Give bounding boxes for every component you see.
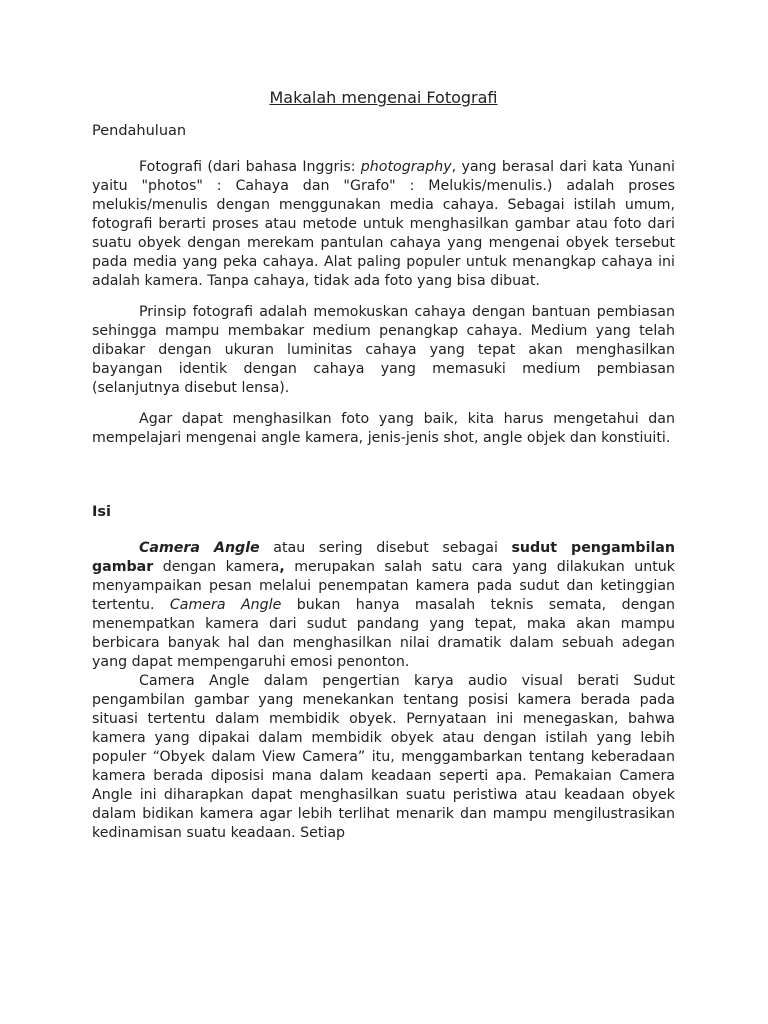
body-p1-text-d: dengan kamera	[153, 559, 280, 575]
body-p1-sudut-pengambilan-bold: sudut pengambilan gambar	[92, 540, 675, 575]
document-body	[92, 88, 675, 843]
intro-paragraph-3: Agar dapat menghasilkan foto yang baik, kita harus mengetahui dan mempelajari mengenai angle kamera, jenis-jenis shot, angle objek dan konstiuiti.	[92, 411, 675, 446]
intro-p1-italic-photography: photography	[360, 159, 452, 175]
body-p1-comma-bold: ,	[279, 559, 285, 575]
intro-paragraph-1	[92, 158, 675, 291]
body-paragraph-1	[92, 539, 675, 672]
section-heading-pendahuluan: Pendahuluan	[92, 123, 187, 139]
body-p1-text-h: bukan hanya masalah teknis semata, dengan menempatkan kamera dari sudut pandang yang tepat, maka akan mampu berbicara banyak hal dan menghasilkan nilai dramatik dalam sebuah adegan yang dapat mempengaruhi emosi penonton.	[92, 597, 676, 670]
document-title: Makalah mengenai Fotografi	[269, 88, 498, 107]
intro-p1-text-a: Fotografi (dari bahasa Inggris:	[139, 159, 361, 175]
body-p1-text-f: merupakan salah satu cara yang dilakukan untuk menyampaikan pesan melalui penempatan kamera pada sudut dan ketinggian tertentu.	[92, 559, 675, 613]
intro-p1-text-c: , yang berasal dari kata Yunani yaitu "photos" : Cahaya dan "Grafo" : Melukis/menulis.) adalah proses melukis/menulis dengan menggunakan media cahaya. Sebagai istilah umum, fotografi berarti proses atau metode untuk menghasilkan gambar atau foto dari suatu obyek dengan merekam pantulan cahaya yang mengenai obyek tersebut pada media yang peka cahaya. Alat paling populer untuk menangkap cahaya ini adalah kamera. Tanpa cahaya, tidak ada foto yang bisa dibuat.	[92, 159, 675, 289]
body-p1-camera-angle-bold-italic: Camera Angle	[139, 540, 260, 556]
body-paragraph-2: Camera Angle dalam pengertian karya audio visual berati Sudut pengambilan gambar yang menekankan tentang posisi kamera berada pada situasi tertentu dalam membidik obyek. Pernyataan ini menegaskan, bahwa kamera yang dipakai dalam membidik obyek atau dengan istilah yang lebih populer “Obyek dalam View Camera” itu, menggambarkan tentang keberadaan kamera berada diposisi mana dalam keadaan seperti apa. Pemakaian Camera Angle ini diharapkan dapat menghasilkan suatu peristiwa atau keadaan obyek dalam bidikan kamera agar lebih terlihat menarik dan mampu mengilustrasikan kedinamisan suatu keadaan. Setiap	[92, 673, 675, 841]
intro-paragraph-2: Prinsip fotografi adalah memokuskan cahaya dengan bantuan pembiasan sehingga mampu membakar medium penangkap cahaya. Medium yang telah dibakar dengan ukuran luminitas cahaya yang tepat akan menghasilkan bayangan identik dengan cahaya yang memasuki medium pembiasan (selanjutnya disebut lensa).	[92, 304, 675, 396]
body-p1-text-b: atau sering disebut sebagai	[259, 540, 512, 556]
body-p1-camera-angle-italic: Camera Angle	[169, 597, 282, 613]
section-heading-isi: Isi	[92, 504, 111, 520]
